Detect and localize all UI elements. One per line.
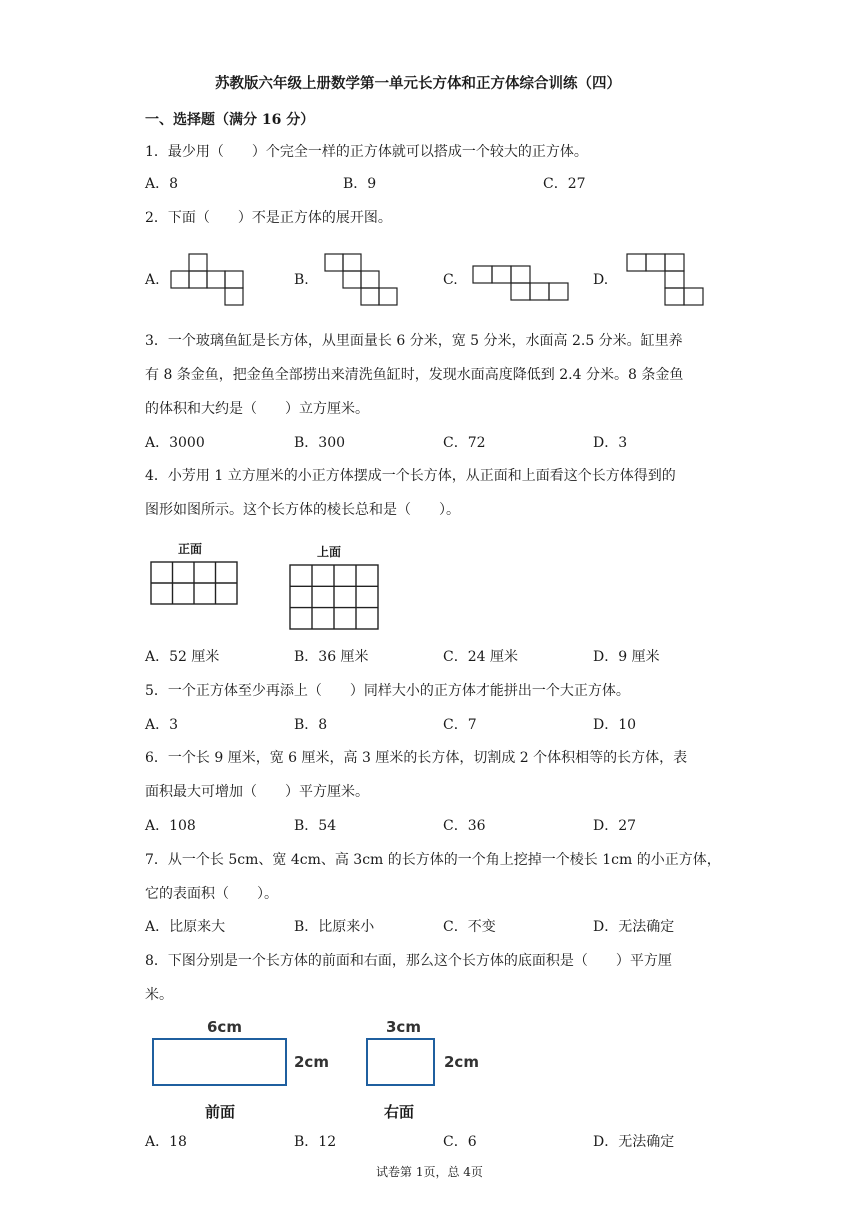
q6-option-d[interactable]: D．27 [593,818,637,834]
q1-option-a[interactable]: A．8 [145,176,179,192]
q7-option-b[interactable]: B．比原来小 [294,919,375,935]
q4-stem-line1: 4．小芳用 1 立方厘米的小正方体摆成一个长方体，从正面和上面看这个长方体得到的 [145,468,676,484]
q6-stem-line1: 6．一个长 9 厘米，宽 6 厘米，高 3 厘米的长方体，切割成 2 个体积相等的长方体，表 [145,750,688,766]
q1-stem: 1．最少用（ ）个完全一样的正方体就可以搭成一个较大的正方体。 [145,144,588,160]
q3-option-c[interactable]: C．72 [443,435,486,451]
q3-option-b[interactable]: B．300 [294,435,346,451]
net-diagram-d [624,252,706,308]
q8-front-width-label: 6cm [207,1018,242,1036]
q5-option-b[interactable]: B．8 [294,717,328,733]
q5-option-d[interactable]: D．10 [593,717,637,733]
q8-stem-line2: 米。 [145,987,173,1003]
q2-option-d[interactable]: D. [593,272,609,288]
net-diagram-b [322,252,404,308]
q6-option-a[interactable]: A．108 [145,818,196,834]
q6-stem-line2: 面积最大可增加（ ）平方厘米。 [145,784,369,800]
q8-option-c[interactable]: C．6 [443,1134,477,1150]
q8-right-width-label: 3cm [386,1018,421,1036]
q8-front-height-label: 2cm [294,1053,329,1071]
net-diagram-c [472,264,572,304]
q3-option-d[interactable]: D．3 [593,435,628,451]
q4-option-d[interactable]: D．9 厘米 [593,649,660,665]
q4-option-c[interactable]: C．24 厘米 [443,649,518,665]
q4-front-view-label: 正面 [178,542,203,556]
q2-stem: 2．下面（ ）不是正方体的展开图。 [145,210,392,226]
page-footer: 试卷第 1页，总 4页 [376,1165,483,1179]
net-diagram-a [170,252,250,308]
page-title: 苏教版六年级上册数学第一单元长方体和正方体综合训练（四） [215,75,621,92]
q1-option-c[interactable]: C．27 [543,176,586,192]
q7-option-d[interactable]: D．无法确定 [593,919,675,935]
q8-front-face-rect [152,1038,288,1088]
q8-front-caption: 前面 [205,1103,236,1121]
q7-stem-line1: 7．从一个长 5cm、宽 4cm、高 3cm 的长方体的一个角上挖掉一个棱长 1cm 的小正方体， [145,852,721,868]
q1-option-b[interactable]: B．9 [343,176,377,192]
q8-option-d[interactable]: D．无法确定 [593,1134,675,1150]
q8-option-b[interactable]: B．12 [294,1134,337,1150]
q7-option-a[interactable]: A．比原来大 [145,919,226,935]
q8-right-height-label: 2cm [444,1053,479,1071]
q7-option-c[interactable]: C．不变 [443,919,496,935]
q4-option-b[interactable]: B．36 厘米 [294,649,369,665]
q8-option-a[interactable]: A．18 [145,1134,187,1150]
q3-stem-line2: 有 8 条金鱼，把金鱼全部捞出来清洗鱼缸时，发现水面高度降低到 2.4 分米。8 条金鱼 [145,367,684,383]
q4-stem-line2: 图形如图所示。这个长方体的棱长总和是（ ）。 [145,502,460,518]
q2-option-b[interactable]: B. [294,272,309,288]
q5-option-a[interactable]: A．3 [145,717,179,733]
q4-option-a[interactable]: A．52 厘米 [145,649,220,665]
q3-option-a[interactable]: A．3000 [145,435,205,451]
section-heading: 一、选择题（满分 16 分） [145,112,315,128]
q8-right-face-rect [366,1038,436,1088]
q4-top-view-label: 上面 [317,545,342,559]
q6-option-c[interactable]: C．36 [443,818,486,834]
q5-stem: 5．一个正方体至少再添上（ ）同样大小的正方体才能拼出一个大正方体。 [145,683,630,699]
q2-option-a[interactable]: A. [145,272,160,288]
q4-front-view-grid [150,560,240,606]
q4-top-view-grid [288,563,382,633]
q3-stem-line3: 的体积和大约是（ ）立方厘米。 [145,401,369,417]
q5-option-c[interactable]: C．7 [443,717,477,733]
q6-option-b[interactable]: B．54 [294,818,337,834]
q8-right-caption: 右面 [384,1103,415,1121]
q3-stem-line1: 3．一个玻璃鱼缸是长方体，从里面量长 6 分米，宽 5 分米，水面高 2.5 分米。缸里养 [145,333,683,349]
q8-stem-line1: 8．下图分别是一个长方体的前面和右面，那么这个长方体的底面积是（ ）平方厘 [145,953,672,969]
q7-stem-line2: 它的表面积（ ）。 [145,886,278,902]
q2-option-c[interactable]: C. [443,272,458,288]
